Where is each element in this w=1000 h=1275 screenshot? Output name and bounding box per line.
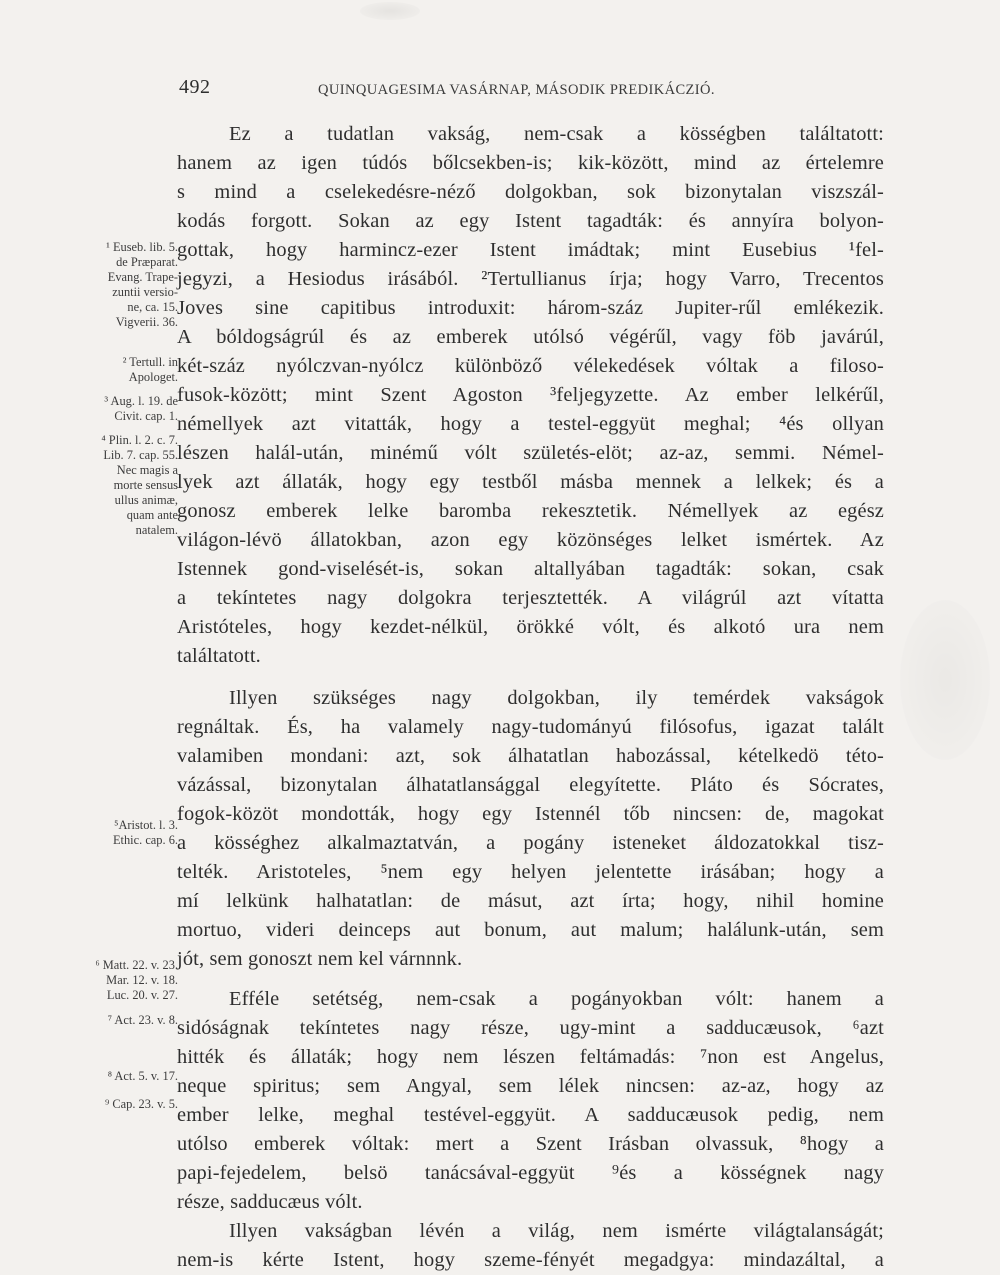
text-line: hitték és állaták; hogy nem lészen feltámadás: ⁷non est Angelus, [177,1046,884,1068]
text-line: hanem az igen túdós bőlcsekben-is; kik-között, mind az értelemre [177,152,884,174]
page-header [0,76,1000,106]
text-line: s mind a cselekedésre-néző dolgokban, sok bizonytalan viszszál- [177,181,884,203]
text-line: jegyzi, a Hesiodus irásából. ²Tertullianus írja; hogy Varro, Trecentos [177,268,884,290]
text-line: fogok-közöt mondották, hogy egy Istennél tőb nincsen: de, magokat [177,803,884,825]
running-title: QUINQUAGESIMA VASÁRNAP, MÁSODIK PREDIKÁCZIÓ. [318,82,715,98]
text-line: nem-is kérte Istent, hogy szeme-fényét megadgya: mindazáltal, a [177,1249,884,1271]
margin-note-aug [60,394,178,424]
text-line: Aristóteles, hogy kezdet-nélkül, örökké vólt, és alkotó ura nem [177,616,884,638]
margin-note-line: zuntii versio- [112,285,178,299]
margin-note-line: Lib. 7. cap. 55. [103,448,178,462]
paper-smudge [360,2,420,20]
margin-note-line: ¹ Euseb. lib. 5. [106,240,178,254]
text-line: fusok-között; mint Szent Agoston ³feljegyzette. Az ember lelkérűl, [177,384,884,406]
margin-note-line: ullus animæ, [114,493,178,507]
text-line: része, sadducæus vólt. [177,1191,363,1213]
text-line: regnáltak. És, ha valamely nagy-tudományú filósofus, igazat talált [177,716,884,738]
margin-note-act-23 [60,1013,178,1028]
sermon-body-text [177,120,884,1275]
text-line: gottak, hogy harmincz-ezer Istent imádtak; mint Eusebius ¹fel- [177,239,884,261]
text-line: jót, sem gonoszt nem kel várnnnk. [177,948,463,970]
margin-note-line: Evang. Trape- [107,270,178,284]
margin-note-plin [60,433,178,538]
margin-note-line: morte sensus [113,478,178,492]
text-line: neque spiritus; sem Angyal, sem lélek nincsen: az-az, hogy az [177,1075,884,1097]
margin-note-line: ⁹ Cap. 23. v. 5. [104,1097,178,1111]
text-line: Ez a tudatlan vakság, nem-csak a kösségben találtatott: [229,123,884,145]
margin-note-line: Nec magis a [116,463,178,477]
margin-note-aristot [60,818,178,848]
margin-note-line: Mar. 12. v. 18. [106,973,178,987]
margin-note-line: Ethic. cap. 6. [112,833,178,847]
margin-note-line: ³ Aug. l. 19. de [104,394,178,408]
margin-note-line: Apologet. [128,370,178,384]
text-line: Joves sine capitibus introduxit: három-száz Jupiter-rűl emlékezik. [177,297,884,319]
margin-note-line: ⁸ Act. 5. v. 17. [107,1069,178,1083]
text-line: kodás forgott. Sokan az egy Istent tagadták: és annyíra bolyon- [177,210,884,232]
margin-note-line: Civit. cap. 1. [114,409,178,423]
margin-note-line: Luc. 20. v. 27. [106,988,178,1002]
margin-note-line: ² Tertull. in [122,355,178,369]
text-line: mí lelkünk halhatatlan: de másut, azt írta; hogy, nihil homine [177,890,884,912]
text-line: mortuo, videri deinceps aut bonum, aut malum; halálunk-után, sem [177,919,884,941]
margin-note-line: de Præparat. [116,255,178,269]
text-line: Illyen vakságban lévén a világ, nem ismérte világtalanságát; [229,1220,884,1242]
margin-note-line: ⁶ Matt. 22. v. 23. [95,958,178,972]
text-line: világon-lévö állatokban, azon egy közönséges lelket ismértek. Az [177,529,884,551]
margin-note-matt [60,958,178,1003]
text-line: a kösséghez alkalmaztatván, a pogány isteneket áldozatokkal tisz- [177,832,884,854]
margin-note-line: natalem. [135,523,178,537]
margin-note-cap-23 [60,1097,178,1112]
text-line: Efféle setétség, nem-csak a pogányokban vólt: hanem a [229,988,884,1010]
margin-note-line: ⁷ Act. 23. v. 8. [107,1013,178,1027]
text-line: találtatott. [177,645,261,667]
text-line: Illyen szükséges nagy dolgokban, ily temérdek vakságok [229,687,884,709]
text-line: gonosz emberek lelke baromba rekesztetik. Némellyek az egész [177,500,884,522]
margin-note-euseb [60,240,178,330]
text-line: valamiben mondani: azt, sok álhatatlan habozással, kételkedö této- [177,745,884,767]
paper-smudge [900,600,990,760]
margin-note-tertull [60,355,178,385]
text-line: vázással, bizonytalan álhatatlansággal elegyítette. Pláto és Sócrates, [177,774,884,796]
margin-note-act-5 [60,1069,178,1084]
text-line: Istennek gond-viselését-is, sokan altallyában tagadták: sokan, csak [177,558,884,580]
text-line: a tekíntetes nagy dolgokra terjesztették. A világrúl azt vítatta [177,587,884,609]
margin-note-line: ⁴ Plin. l. 2. c. 7. [101,433,178,447]
text-line: ember lelke, meghal testével-eggyüt. A sadducæusok pedig, nem [177,1104,884,1126]
text-line: telték. Aristoteles, ⁵nem egy helyen jelentette irásában; hogy a [177,861,884,883]
text-line: lyek azt állaták, hogy egy testből másba mennek a lelkek; és a [177,471,884,493]
text-line: némellyek azt vitatták, hogy a testel-eggyüt meghal; ⁴és ollyan [177,413,884,435]
margin-note-line: Vigverii. 36. [115,315,178,329]
margin-note-line: ne, ca. 15. [127,300,178,314]
page-number: 492 [179,76,211,98]
text-line: sidóságnak tekíntetes nagy része, ugy-mint a sadducæusok, ⁶azt [177,1017,884,1039]
text-line: két-száz nyólczvan-nyólcz különböző vélekedések vóltak a filoso- [177,355,884,377]
margin-note-line: quam ante [126,508,178,522]
text-line: lészen halál-után, minémű vólt születés-elöt; az-az, semmi. Némel- [177,442,884,464]
margin-note-line: ⁵Aristot. l. 3. [114,818,178,832]
text-line: A bóldogságrúl és az emberek utólsó végérűl, vagy föb javárúl, [177,326,884,348]
text-line: utólso emberek vóltak: mert a Szent Irásban olvassuk, ⁸hogy a [177,1133,884,1155]
text-line: papi-fejedelem, belsö tanácsával-eggyüt ⁹és a kösségnek nagy [177,1162,884,1184]
